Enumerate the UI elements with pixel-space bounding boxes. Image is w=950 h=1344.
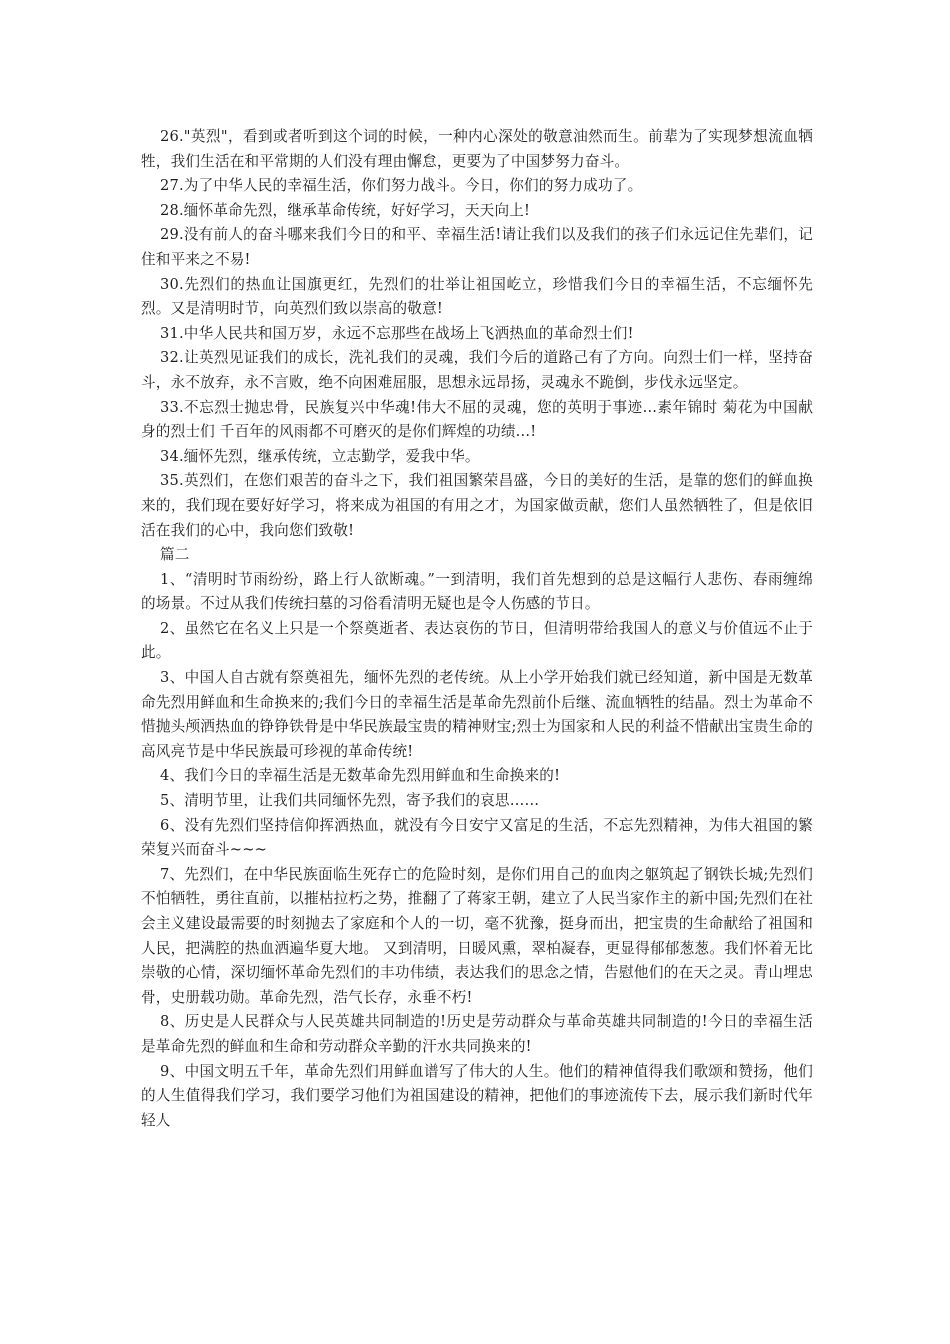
paragraph-p2-2: 2、虽然它在名义上只是一个祭奠逝者、表达哀伤的节日，但清明带给我国人的意义与价值远不止于此。 [141,619,813,662]
paragraph-27: 27.为了中华人民的幸福生活，你们努力战斗。今日，你们的努力成功了。 [159,177,643,195]
paragraph-35: 35.英烈们，在您们艰苦的奋斗之下，我们祖国繁荣昌盛，今日的美好的生活，是靠的您们的鲜血换来的，我们现在要好好学习，将来成为祖国的有用之才，为国家做贡献，您们人虽然牺牲了，但是依旧活在我们的心中，我向您们致敬! [141,472,813,539]
paragraph-p2-6: 6、没有先烈们坚持信仰挥洒热血，就没有今日安宁又富足的生活，不忘先烈精神，为伟大祖国的繁荣复兴而奋斗~~~ [141,816,813,859]
paragraph-28: 28.缅怀革命先烈，继承革命传统，好好学习，天天向上! [159,201,531,219]
paragraph-p2-4: 4、我们今日的幸福生活是无数革命先烈用鲜血和生命换来的! [159,767,561,785]
paragraph-p2-7: 7、先烈们，在中华民族面临生死存亡的危险时刻，是你们用自己的血肉之躯筑起了钢铁长城;先烈们不怕牺牲，勇往直前，以摧枯拉朽之势，推翻了了蒋家王朝，建立了人民当家作主的新中国;先烈们在社会主义建设最需要的时刻抛去了家庭和个人的一切，毫不犹豫，挺身而出，把宝贵的生命献给了祖国和人民，把满腔的热血洒遍华夏大地。 又到清明，日暖风熏，翠柏凝春，更显得郁郁葱葱。我们怀着无比崇敬的心情，深切缅怀革命先烈们的丰功伟绩，表达我们的思念之情，告慰他们的在天之灵。青山埋忠骨，史册载功勋。革命先烈，浩气长存，永垂不朽! [141,865,813,1006]
paragraph-32: 32.让英烈见证我们的成长，洗礼我们的灵魂，我们今后的道路己有了方向。向烈士们一样，坚持奋斗，永不放弃，永不言败，绝不向困难屈服，思想永远昂扬，灵魂永不跪倒，步伐永远坚定。 [141,349,813,391]
paragraph-33: 33.不忘烈士抛忠骨，民族复兴中华魂!伟大不屈的灵魂，您的英明于事迹...素年锦时 菊花为中国献身的烈士们 千百年的风雨都不可磨灭的是你们辉煌的功绩...! [141,398,813,441]
paragraph-p2-8: 8、历史是人民群众与人民英雄共同制造的!历史是劳动群众与革命英雄共同制造的!今日的幸福生活是革命先烈的鲜血和生命和劳动群众辛勤的汗水共同换来的! [141,1013,813,1055]
paragraph-34: 34.缅怀先烈，继承传统，立志勤学，爱我中华。 [159,447,480,465]
paragraph-26: 26."英烈"，看到或者听到这个词的时候，一种内心深处的敬意油然而生。前辈为了实现梦想流血牺牲，我们生活在和平常期的人们没有理由懈怠，更要为了中国梦努力奋斗。 [141,128,813,170]
paragraph-p2-3: 3、中国人自古就有祭奠祖先，缅怀先烈的老传统。从上小学开始我们就已经知道，新中国是无数革命先烈用鲜血和生命换来的;我们今日的幸福生活是革命先烈前仆后继、流血牺牲的结晶。烈士为革命不惜抛头颅洒热血的铮铮铁骨是中华民族最宝贵的精神财宝;烈士为国家和人民的利益不惜献出宝贵生命的高风亮节是中华民族最可珍视的革命传统! [141,669,813,760]
paragraph-29: 29.没有前人的奋斗哪来我们今日的和平、幸福生活!请让我们以及我们的孩子们永远记住先辈们，记住和平来之不易! [141,226,813,268]
paragraph-p2-9: 9、中国文明五千年，革命先烈们用鲜血谱写了伟大的人生。他们的精神值得我们歌颂和赞扬，他们的人生值得我们学习，我们要学习他们为祖国建设的精神，把他们的事迹流传下去，展示我们新时代年轻人 [141,1062,813,1129]
document-body [141,125,813,1133]
paragraph-30: 30.先烈们的热血让国旗更红，先烈们的壮举让祖国屹立，珍惜我们今日的幸福生活，不忘缅怀先烈。又是清明时节，向英烈们致以崇高的敬意! [141,275,813,318]
paragraph-p2-1: 1、“清明时节雨纷纷，路上行人欲断魂。”一到清明，我们首先想到的总是这幅行人悲伤、春雨缠绵的场景。不过从我们传统扫墓的习俗看清明无疑也是令人伤感的节日。 [141,570,813,613]
paragraph-p2-5: 5、清明节里，让我们共同缅怀先烈，寄予我们的哀思…… [159,792,540,810]
paragraph-31: 31.中华人民共和国万岁，永远不忘那些在战场上飞洒热血的革命烈士们! [159,324,634,342]
section-heading-part-two: 篇二 [159,546,190,564]
